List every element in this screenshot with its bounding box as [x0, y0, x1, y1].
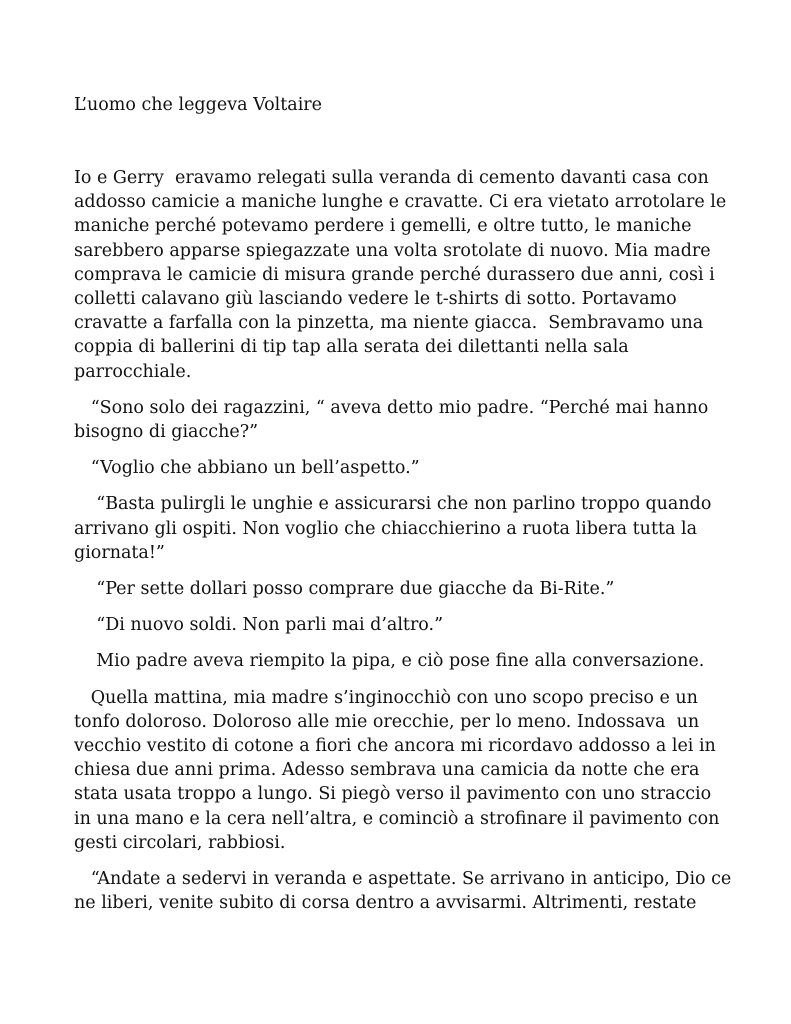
paragraph	[74, 492, 724, 565]
paragraph-line: bisogno di giacche?”	[74, 422, 259, 443]
paragraph-line: gesti circolari, rabbiosi.	[74, 832, 286, 853]
paragraph	[74, 456, 724, 480]
paragraph-line: Mio padre aveva riempito la pipa, e ciò pose fine alla conversazione.	[74, 651, 705, 672]
paragraph-line: comprava le camicie di misura grande perché durassero due anni, così i	[74, 264, 715, 285]
paragraph-line: “Sono solo dei ragazzini, “ aveva detto mio padre. “Perché mai hanno	[74, 397, 709, 418]
paragraph-line: stata usata troppo a lungo. Si piegò verso il pavimento con uno straccio	[74, 784, 712, 805]
paragraph-line: ne liberi, venite subito di corsa dentro a avvisarmi. Altrimenti, restate	[74, 893, 697, 914]
paragraph-line: Quella mattina, mia madre s’inginocchiò con uno scopo preciso e un	[74, 687, 698, 708]
paragraph	[74, 649, 724, 673]
paragraph-line: parrocchiale.	[74, 361, 192, 382]
paragraph-line: Io e Gerry eravamo relegati sulla veranda di cemento davanti casa con	[74, 168, 709, 188]
paragraph-line: in una mano e la cera nell’altra, e cominciò a strofinare il pavimento con	[74, 808, 720, 829]
paragraph-line: arrivano gli ospiti. Non voglio che chiacchierino a ruota libera tutta la	[74, 518, 698, 539]
paragraph	[74, 867, 732, 915]
paragraph-line: addosso camicie a maniche lunghe e cravatte. Ci era vietato arrotolare le	[74, 192, 727, 213]
paragraph-line: vecchio vestito di cotone a fiori che ancora mi ricordavo addosso a lei in	[74, 736, 716, 757]
paragraph-line: chiesa due anni prima. Adesso sembrava una camicia da notte che era	[74, 760, 700, 781]
document-body	[74, 166, 732, 927]
paragraph-line: tonfo doloroso. Doloroso alle mie orecchie, per lo meno. Indossava un	[74, 711, 700, 732]
paragraph-line: “Andate a sedervi in veranda e aspettate. Se arrivano in anticipo, Dio ce	[74, 869, 732, 890]
paragraph-line: colletti calavano giù lasciando vedere le t-shirts di sotto. Portavamo	[74, 289, 677, 310]
paragraph-line: cravatte a farfalla con la pinzetta, ma niente giacca. Sembravamo una	[74, 313, 704, 334]
paragraph	[74, 396, 724, 444]
paragraph-line: “Di nuovo soldi. Non parli mai d’altro.”	[74, 615, 444, 636]
paragraph	[74, 686, 724, 855]
paragraph-line: “Basta pulirgli le unghie e assicurarsi che non parlino troppo quando	[74, 494, 712, 515]
paragraph-line: “Per sette dollari posso comprare due giacche da Bi-Rite.”	[74, 579, 615, 600]
paragraph	[74, 577, 724, 601]
paragraph-line: maniche perché potevamo perdere i gemelli, e oltre tutto, le maniche	[74, 216, 692, 237]
paragraph	[74, 613, 724, 637]
paragraph-line: “Voglio che abbiano un bell’aspetto.”	[74, 458, 420, 479]
paragraph-line: coppia di ballerini di tip tap alla serata dei dilettanti nella sala	[74, 337, 629, 358]
paragraph	[74, 166, 727, 384]
paragraph-line: giornata!”	[74, 542, 165, 563]
paragraph-line: sarebbero apparse spiegazzate una volta srotolate di nuovo. Mia madre	[74, 240, 711, 261]
document-title: L’uomo che leggeva Voltaire	[74, 95, 323, 115]
